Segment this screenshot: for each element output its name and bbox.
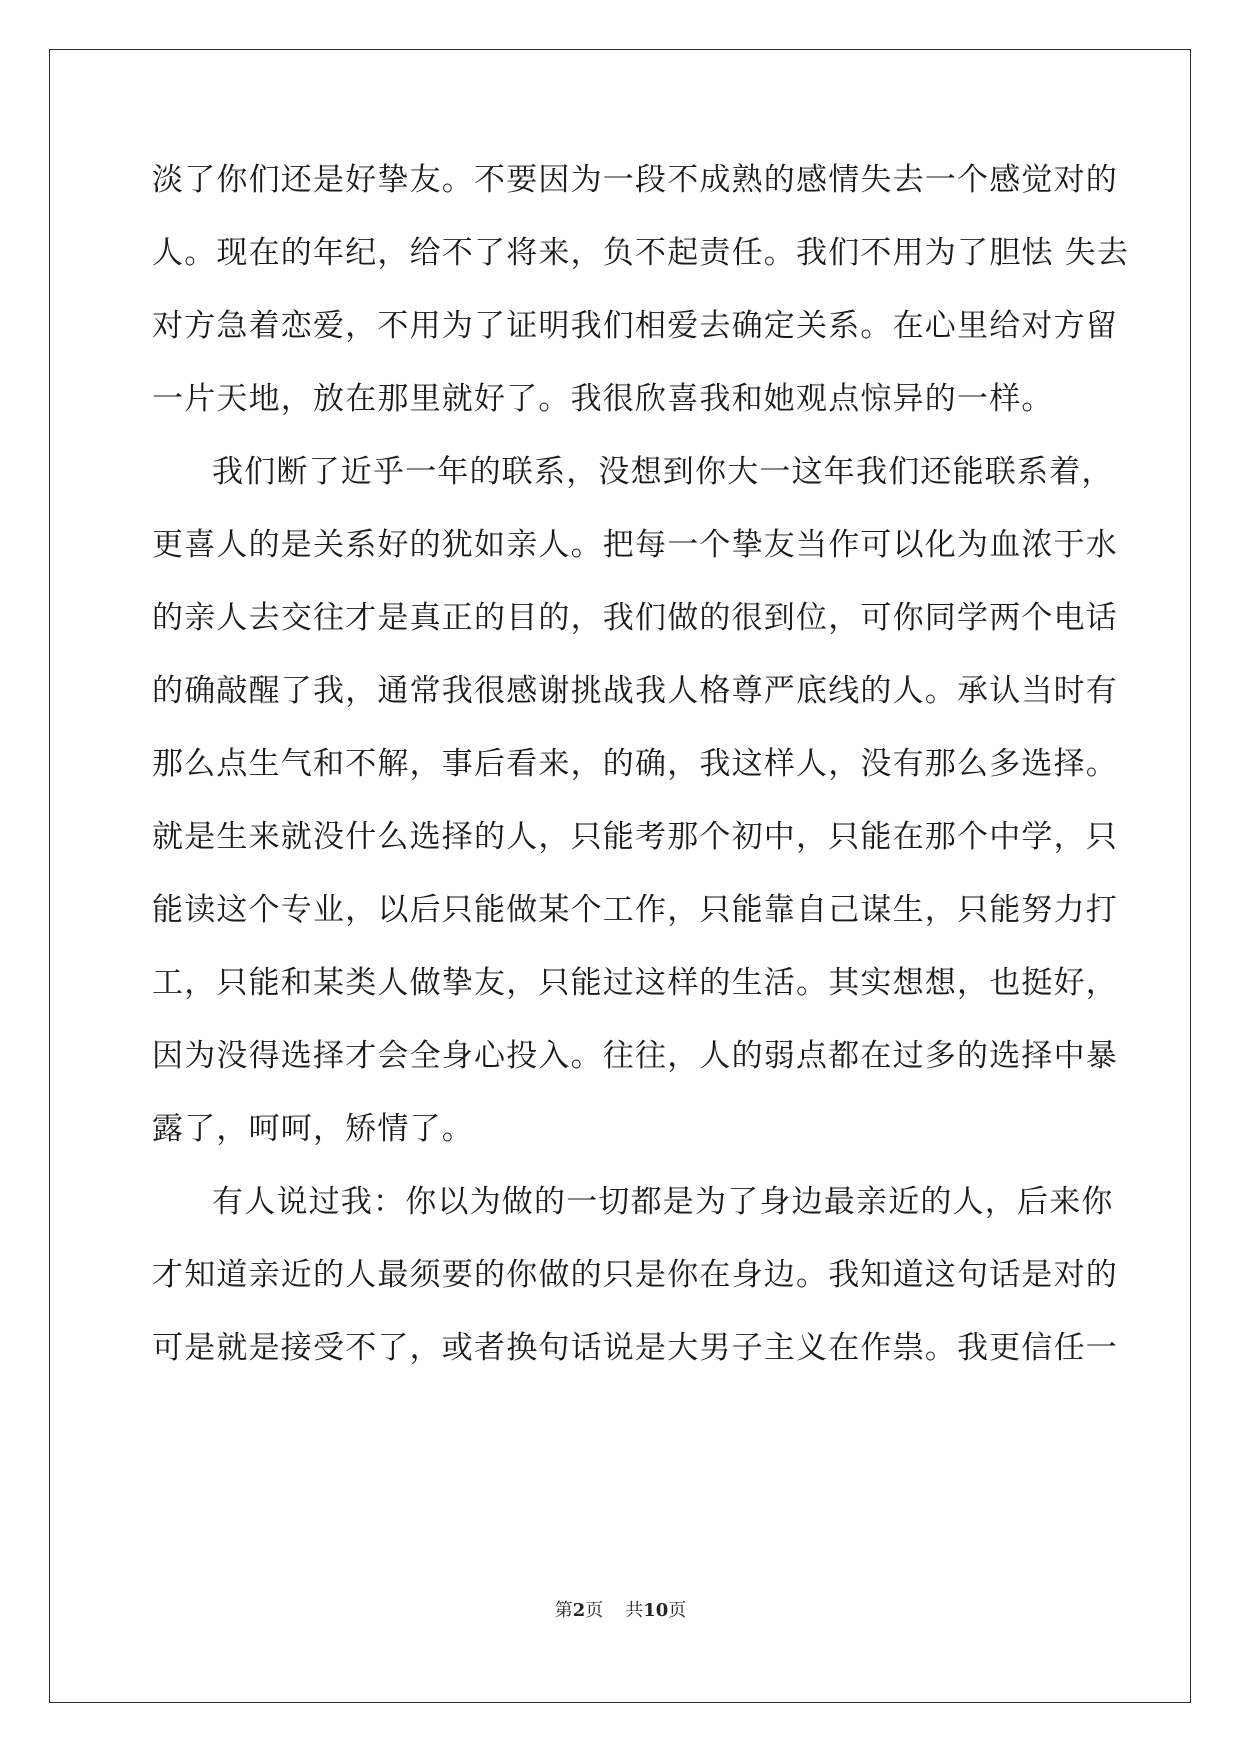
text-line: 一片天地，放在那里就好了。我很欣喜我和她观点惊异的一样。 (152, 381, 1054, 417)
text-line: 人。现在的年纪，给不了将来，负不起责任。我们不用为了胆怯 失去 (152, 235, 1130, 271)
paragraph-start-line: 有人说过我：你以为做的一切都是为了身边最亲近的人，后来你 (212, 1184, 1114, 1220)
page-border (49, 49, 1191, 1703)
paragraph-start-line: 我们断了近乎一年的联系，没想到你大一这年我们还能联系着， (212, 454, 1114, 490)
text-line: 的确敲醒了我，通常我很感谢挑战我人格尊严底线的人。承认当时有 (152, 673, 1118, 709)
text-line: 那么点生气和不解，事后看来，的确，我这样人，没有那么多选择。 (152, 746, 1118, 782)
text-line: 才知道亲近的人最须要的你做的只是你在身边。我知道这句话是对的 (152, 1257, 1118, 1293)
total-pages: 10 (643, 1600, 669, 1621)
text-line: 的亲人去交往才是真正的目的，我们做的很到位，可你同学两个电话 (152, 600, 1118, 636)
text-line: 露了，呵呵，矫情了。 (152, 1111, 474, 1147)
page-prefix: 第 (554, 1600, 573, 1621)
text-line: 能读这个专业，以后只能做某个工作，只能靠自己谋生，只能努力打 (152, 892, 1118, 928)
total-suffix: 页 (668, 1600, 687, 1621)
text-line: 就是生来就没什么选择的人，只能考那个初中，只能在那个中学，只 (152, 819, 1118, 855)
text-line: 因为没得选择才会全身心投入。往往，人的弱点都在过多的选择中暴 (152, 1038, 1118, 1074)
text-line: 淡了你们还是好挚友。不要因为一段不成熟的感情失去一个感觉对的 (152, 162, 1118, 198)
text-line: 更喜人的是关系好的犹如亲人。把每一个挚友当作可以化为血浓于水 (152, 527, 1118, 563)
page-number: 2 (572, 1600, 586, 1621)
text-line: 对方急着恋爱，不用为了证明我们相爱去确定关系。在心里给对方留 (152, 308, 1118, 344)
total-prefix: 共 (625, 1600, 644, 1621)
text-line: 工，只能和某类人做挚友，只能过这样的生活。其实想想，也挺好， (152, 965, 1118, 1001)
page-footer (0, 1596, 1241, 1622)
page-suffix: 页 (585, 1600, 604, 1621)
text-line: 可是就是接受不了，或者换句话说是大男子主义在作祟。我更信任一 (152, 1330, 1118, 1366)
